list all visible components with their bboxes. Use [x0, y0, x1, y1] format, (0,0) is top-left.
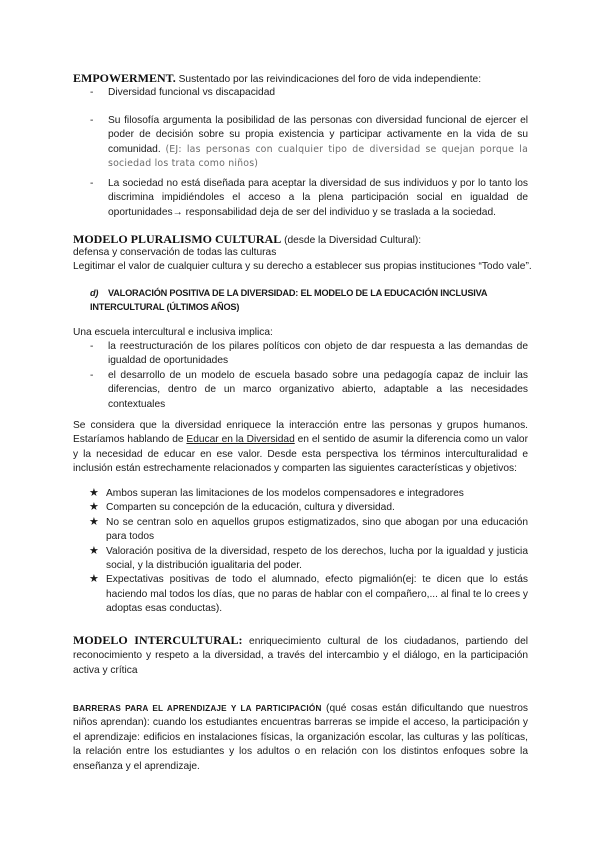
intercultural-paragraph: MODELO INTERCULTURAL: enriquecimiento cultural de los ciudadanos, partiendo del reconocimiento y respeto a la diversidad, a través del intercambio y el diálogo, en la participación activa y crítica	[73, 633, 528, 676]
list-item: - Su filosofía argumenta la posibilidad de las personas con diversidad funcional de ejercer el poder de decisión sobre su propia existencia y participar activamente en la vida de su comunidad. (EJ: las personas con cualquier tipo de diversidad se quejan porque la sociedad los trata como niños)	[90, 115, 529, 170]
dash-bullet-icon: -	[90, 341, 94, 352]
list-item: - el desarrollo de un modelo de escuela basado sobre una pedagogía capaz de incluir las diferencias, dentro de un marco organizativo abierto, adaptable a las necesidades contextuales	[90, 369, 528, 410]
dash-bullet-icon: -	[90, 178, 94, 189]
list-item: - Diversidad funcional vs discapacidad	[73, 86, 528, 100]
pluralismo-line-2: Legitimar el valor de cualquier cultura y su derecho a establecer sus propias instituciones “Todo vale”.	[73, 261, 532, 272]
example-note: (EJ: las personas con cualquier tipo de diversidad se quejan porque la sociedad los trata como niños)	[108, 143, 529, 170]
star-bullet-icon: ★	[89, 487, 99, 499]
considera-paragraph: Se considera que la diversidad enriquece la interacción entre las personas y grupos humanos. Estaríamos hablando de Educar en la Diversidad en el sentido de asumir la diferencia como un valor y la necesidad de educar en ese valor. Desde esta perspectiva los términos interculturalidad e inclusión están estrechamente relacionados y comparten las siguientes características y objetivos:	[73, 420, 528, 475]
barreras-paragraph: BARRERAS PARA EL APRENDIZAJE Y LA PARTICIPACIÓN (qué cosas están dificultando que nuestros niños aprendan): cuando los estudiantes encuentras barreras se impide el acceso, la participación y el aprendizaje: edificios en instalaciones físicas, la organización escolar, las culturas y las políticas, la relación entre los estudiantes y los adultos o en relación con los distintos enfoques sobre la enseñanza y el aprendizaje.	[73, 703, 528, 772]
list-item: ★ Comparten su concepción de la educación, cultura y diversidad.	[89, 501, 395, 514]
list-item: ★ Ambos superan las limitaciones de los modelos compensadores e integradores	[89, 487, 464, 499]
empowerment-heading: EMPOWERMENT.	[73, 71, 176, 85]
star-bullet-icon: ★	[89, 515, 99, 528]
empowerment-list-3	[73, 177, 528, 220]
educar-diversidad-link-text: Educar en la Diversidad	[186, 434, 295, 446]
list-item: ★ No se centran solo en aquellos grupos estigmatizados, sino que abogan por una educación para todos	[89, 515, 528, 543]
list-item: ★ Valoración positiva de la diversidad, respeto de los derechos, lucha por la igualdad y justicia social, y la distribución igualitaria del poder.	[89, 544, 528, 572]
objetivos-list	[73, 487, 528, 617]
section-d-heading	[90, 286, 530, 314]
empowerment-intro: Sustentado por las reivindicaciones del foro de vida independiente:	[175, 74, 482, 85]
star-bullet-icon: ★	[89, 573, 99, 586]
empowerment-list	[73, 86, 528, 100]
section-number: d)	[90, 288, 99, 298]
barreras-heading: BARRERAS PARA EL APRENDIZAJE Y LA PARTICIPACIÓN	[73, 704, 322, 713]
dash-bullet-icon: -	[90, 115, 94, 126]
list-item: - La sociedad no está diseñada para aceptar la diversidad de sus individuos y por lo tanto los discrimina impidiéndoles el acceso a la plena participación social en igualdad de oportunidades→ responsabilidad deja de ser del individuo y se traslada a la sociedad.	[90, 178, 528, 218]
pluralismo-heading: MODELO PLURALISMO CULTURAL	[73, 232, 282, 246]
empowerment-paragraph	[73, 71, 528, 87]
dash-bullet-icon: -	[90, 87, 94, 98]
empowerment-list-2	[73, 114, 528, 172]
intercultural-heading: MODELO INTERCULTURAL:	[73, 633, 243, 647]
star-bullet-icon: ★	[89, 501, 99, 514]
section-title: VALORACIÓN POSITIVA DE LA DIVERSIDAD: EL MODELO DE LA EDUCACIÓN INCLUSIVA INTERCULTURAL (ÚLTIMOS AÑOS)	[90, 288, 487, 312]
star-bullet-icon: ★	[89, 544, 99, 557]
list-item: - la reestructuración de los pilares políticos con objeto de dar respuesta a las demandas de igualdad de oportunidades	[90, 341, 528, 367]
escuela-list	[73, 340, 528, 412]
list-item: ★ Expectativas positivas de todo el alumnado, efecto pigmalión(ej: te dicen que lo estás haciendo mal todos los días, que no paras de hablar con el compañero,... al final te lo crees y adoptas esas conductas).	[89, 573, 528, 615]
dash-bullet-icon: -	[90, 369, 94, 381]
pluralismo-heading-line: MODELO PLURALISMO CULTURAL (desde la Diversidad Cultural):	[73, 232, 422, 246]
escuela-intro: Una escuela intercultural e inclusiva implica:	[73, 327, 273, 338]
pluralismo-line-1: defensa y conservación de todas las culturas	[73, 247, 277, 258]
